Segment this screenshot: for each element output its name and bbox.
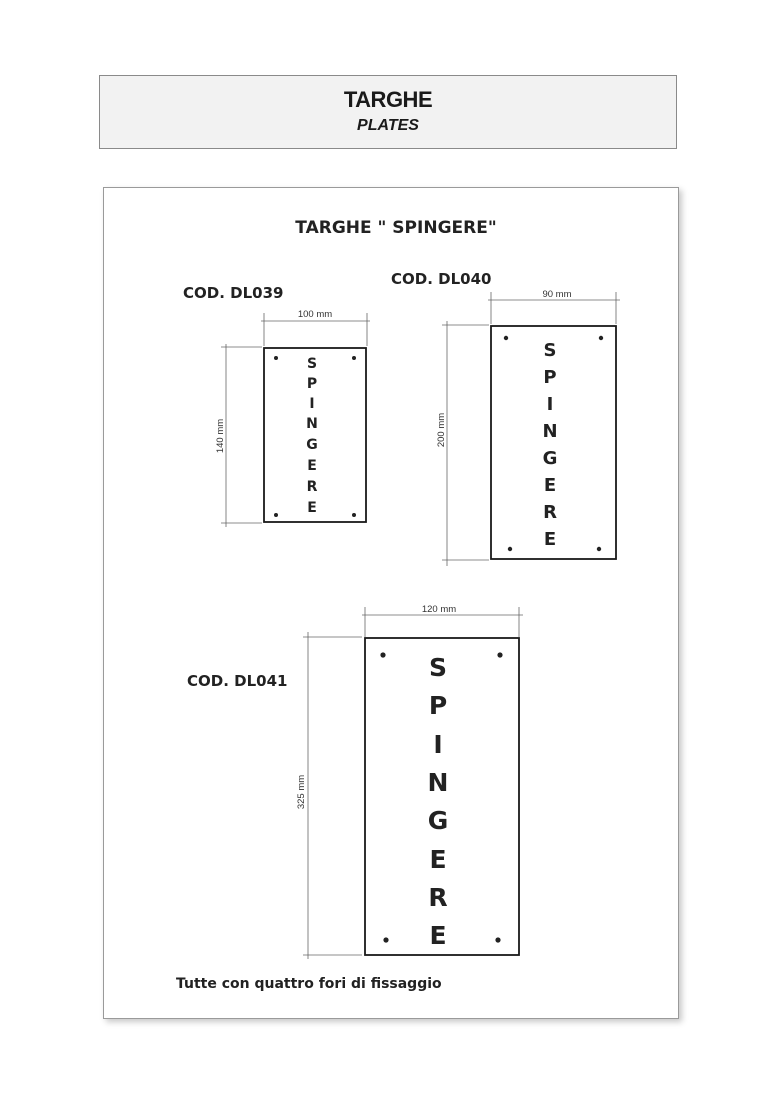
plate-dl039 [264, 348, 366, 522]
mounting-hole [352, 356, 356, 360]
plate-letter: R [306, 479, 318, 495]
header-box [99, 75, 677, 149]
plate-letter: N [427, 768, 449, 797]
plate-letter: E [543, 475, 557, 496]
height-label-dl041: 325 mm [296, 774, 307, 810]
plate-letter: R [543, 502, 557, 523]
plate-letter: P [543, 367, 557, 388]
plate-letter: G [306, 437, 318, 453]
mounting-hole [274, 513, 278, 517]
plate-letter: E [307, 500, 317, 516]
plate-letter: I [433, 730, 443, 759]
mounting-hole [508, 547, 512, 551]
mounting-hole [495, 937, 500, 942]
plate-letter: P [428, 691, 448, 720]
mounting-hole [380, 652, 385, 657]
width-label-dl041: 120 mm [421, 604, 457, 615]
plate-letter: G [542, 448, 558, 469]
plate-letter: I [309, 396, 315, 412]
plate-letter: S [428, 653, 448, 682]
plate-letter: E [429, 921, 447, 950]
height-label-dl039: 140 mm [215, 418, 226, 454]
plate-letter: S [543, 340, 557, 361]
mounting-hole [383, 937, 388, 942]
page-title: TARGHE [343, 87, 433, 112]
plate-letter: P [306, 376, 318, 392]
plate-code-dl041: COD. DL041 [187, 672, 288, 690]
mounting-hole [497, 652, 502, 657]
plate-letter: E [307, 458, 317, 474]
plate-letter: N [542, 421, 558, 442]
plate-letter: E [429, 845, 447, 874]
width-label-dl040: 90 mm [542, 289, 572, 300]
plate-letter: G [427, 806, 449, 835]
plate-letter: N [306, 416, 318, 432]
plate-letter: S [306, 356, 318, 372]
plate-letter: R [428, 883, 448, 912]
mounting-hole [504, 336, 508, 340]
width-label-dl039: 100 mm [297, 309, 333, 320]
plate-letter: I [546, 394, 554, 415]
drawing-title: TARGHE " SPINGERE" [295, 218, 497, 238]
mounting-hole [599, 336, 603, 340]
mounting-hole [597, 547, 601, 551]
plate-code-dl039: COD. DL039 [183, 284, 284, 302]
mounting-hole [352, 513, 356, 517]
page-subtitle: PLATES [357, 117, 419, 134]
height-label-dl040: 200 mm [436, 412, 447, 448]
technical-drawing-sheet [103, 187, 679, 1019]
drawing-footnote: Tutte con quattro fori di fissaggio [176, 976, 442, 992]
mounting-hole [274, 356, 278, 360]
plate-letter: E [543, 529, 557, 550]
technical-drawing [104, 188, 680, 1020]
plate-code-dl040: COD. DL040 [391, 270, 492, 288]
